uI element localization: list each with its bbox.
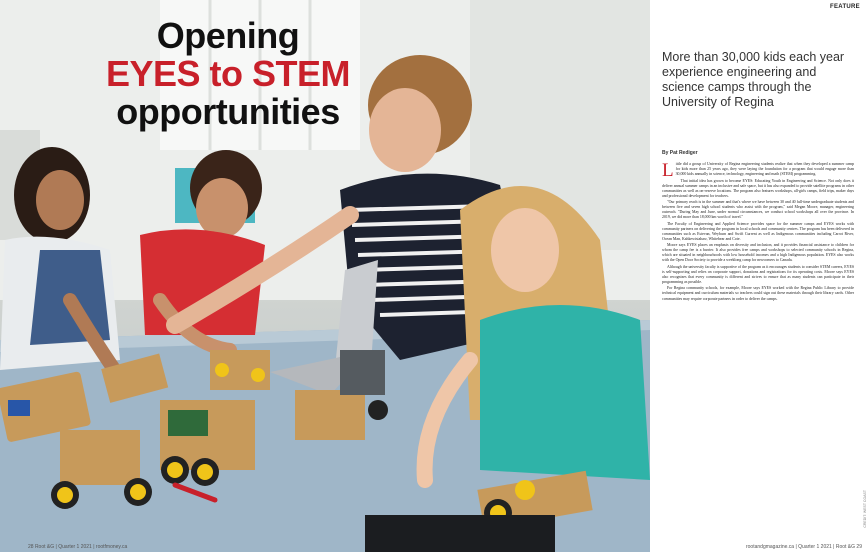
paragraph (662, 160, 854, 181)
headline-line-3: opportunities (116, 91, 340, 132)
paragraph: That initial idea has grown to become EYES: Educating Youth in Engineering and Science. Not only does it deliver annual summer camps in an inclusive and safe space, but it has also expanded to provide satellite programs in other communities as well as on-reserve locations. The program also features workshops, all-girls camps, field trips, maker days and professional development for teachers. (662, 178, 854, 198)
paragraph: For Regina community schools, for example, Moore says EYES worked with the Regina Public Library to provide technical equipment and curriculum materials so teachers could sign out these materials through their library cards. Other communities may require corporate partners in order to deliver the camps. (662, 286, 854, 301)
paragraph: The Faculty of Engineering and Applied Science provides space for the summer camps and EYES works with community partners on delivering the program in local schools and community centres. The program has been delivered in communities such as Estevan, Weyburn and Swift Current as well as Indigenous communities including Carrot River, Ocean Man, Kahkewistahaw, Whitebear and Cote. (662, 221, 854, 241)
byline: By Pat Rediger (662, 150, 698, 156)
headline (78, 15, 378, 132)
folio-right: rootandgmagazine.ca | Quarter 1 2021 | Root &G 29 (745, 544, 862, 550)
paragraph-text: ittle did a group of University of Regina engineering students realize that when they developed a summer camp for kids more than 25 years ago, they were laying the foundation for a program that would engage more than 30,000 kids annually in science, technology, engineering and math (STEM) programming. (675, 162, 854, 177)
article-body (662, 162, 854, 303)
paragraph: Moore says EYES places an emphasis on diversity and inclusion, and it provides financial assistance to children for whom the camp fee is a barrier. It also provides free camps and workshops to selected community schools in Regina, which are situated in neighbourhoods with low household incomes and a high Indigenous population. EYES also works with the Open Door Society to provide a weeklong camp for newcomers to Canada. (662, 243, 854, 263)
photo-credit: CREDIT: WEST COAST (863, 490, 867, 528)
paragraph: "Our primary reach is in the summer and that's where we have between 30 and 40 full-time undergraduate students and between five and seven high school students who assist with the program," said Megan Moore, manager, engineering outreach. "During May and June, under normal circumstances, we conduct school workshops all over the province. In 2019, we did more than 18,000 km worth of travel." (662, 200, 854, 220)
folio-left: 28 Root &G | Quarter 1 2021 | rootfmoney.ca (28, 544, 128, 550)
headline-line-1: Opening (156, 15, 300, 56)
drop-cap: L (662, 160, 674, 181)
deck-subtitle: More than 30,000 kids each year experience engineering and science camps through the University of Regina (662, 50, 845, 109)
paragraph: Although the university faculty is supportive of the program as it encourages students to consider STEM careers, EYES is self-supporting and relies on corporate support, donations and registrations for its operating costs. Moore says EYES also recognizes that every community is different and strives to ensure that as many students can participate in their programming as possible. (662, 264, 854, 284)
section-tag: FEATURE (830, 4, 860, 10)
article-column (650, 0, 868, 552)
headline-line-2: EYES to STEM (105, 53, 351, 94)
